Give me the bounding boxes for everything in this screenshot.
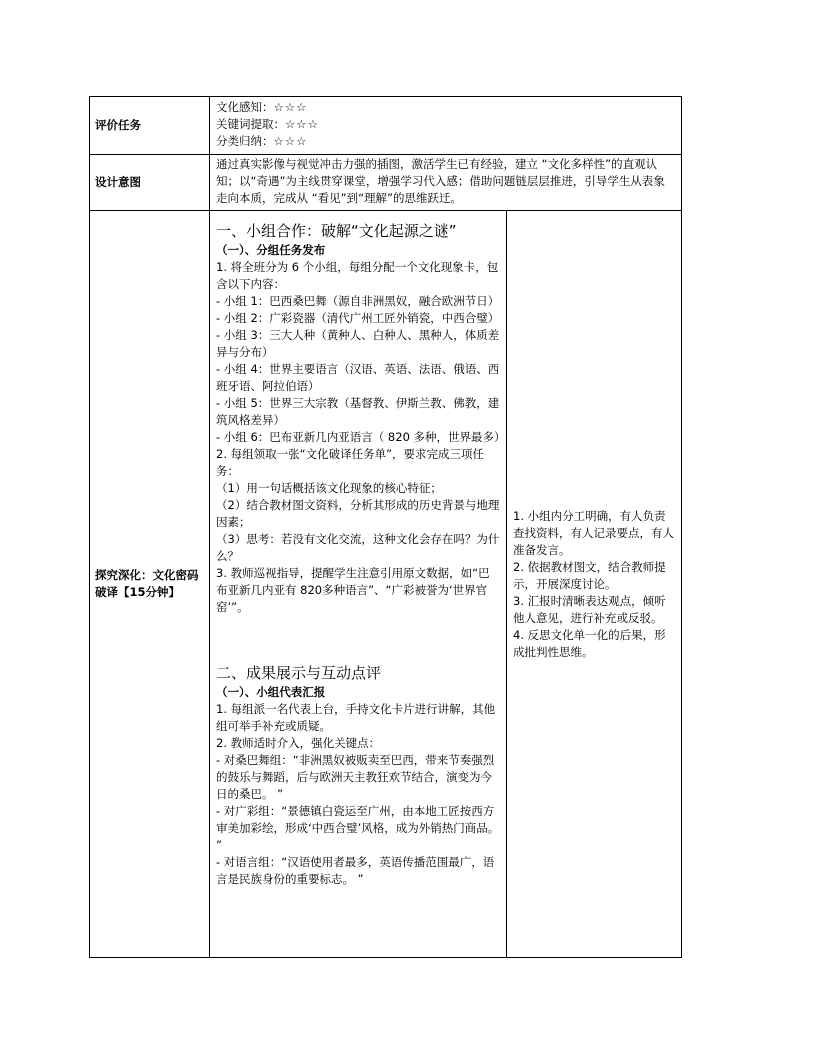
section-subtitle: （一）、小组代表汇报: [216, 685, 326, 699]
star-rating: ☆☆☆: [273, 100, 308, 114]
explore-label: 探究深化：文化密码破译【15分钟】: [90, 211, 210, 958]
paragraph: 2. 每组领取一张“文化破译任务单”，要求完成三项任务：: [216, 447, 485, 478]
eval-item-name: 分类归纳：: [216, 134, 274, 148]
student-activity: 1. 小组内分工明确，有人负责查找资料，有人记录要点，有人准备发言。: [513, 508, 674, 557]
paragraph: （1）用一句话概括该文化现象的核心特征；: [216, 481, 442, 495]
row-exploration: [90, 211, 682, 958]
eval-item-name: 文化感知：: [216, 100, 274, 114]
teacher-activities: [210, 211, 507, 958]
eval-item: [216, 116, 675, 133]
paragraph: 1. 每组派一名代表上台，手持文化卡片进行讲解，其他组可举手补充或质疑。: [216, 702, 496, 733]
paragraph: - 小组 3：三大人种（黄种人、白种人、黑种人，体质差异与分布）: [216, 328, 500, 359]
eval-item: [216, 99, 675, 116]
row-design-intent: [90, 155, 682, 211]
paragraph: - 小组 1：巴西桑巴舞（源自非洲黑奴，融合欧洲节日）: [216, 294, 500, 308]
eval-label: 评价任务: [90, 97, 210, 155]
paragraph: 1. 将全班分为 6 个小组，每组分配一个文化现象卡，包含以下内容：: [216, 260, 499, 291]
paragraph: （2）结合教材图文资料，分析其形成的历史背景与地理因素；: [216, 498, 500, 529]
eval-item-name: 关键词提取：: [216, 117, 285, 131]
paragraph: 2. 教师适时介入，强化关键点：: [216, 736, 381, 750]
section-title: 一、小组合作：破解“文化起源之谜”: [216, 222, 457, 240]
student-activity: 2. 依据教材图文，结合教师提示，开展深度讨论。: [513, 559, 666, 591]
intent-label: 设计意图: [90, 155, 210, 211]
paragraph: - 对语言组：“汉语使用者最多，英语传播范围最广，语言是民族身份的重要标志。 ”: [216, 855, 495, 886]
paragraph: - 小组 4：世界主要语言（汉语、英语、法语、俄语、西班牙语、阿拉伯语）: [216, 362, 500, 393]
paragraph: 3. 教师巡视指导，提醒学生注意引用原文数据，如“巴布亚新几内亚有 820多种语言”、“广彩被誉为‘世界官窑’”。: [216, 566, 490, 614]
section-subtitle: （一）、分组任务发布: [216, 243, 326, 257]
eval-item: [216, 133, 675, 150]
intent-text: 通过真实影像与视觉冲击力强的插图，激活学生已有经验，建立 “文化多样性”的直观认知；以“奇遇”为主线贯穿课堂，增强学习代入感；借助问题链层层推进，引导学生从表象走向本质，完成从 “看见”到“理解”的思维跃迁。: [210, 155, 682, 211]
star-rating: ☆☆☆: [285, 117, 319, 131]
section-title: 二、成果展示与互动点评: [216, 664, 382, 682]
paragraph: - 对桑巴舞组：“非洲黑奴被贩卖至巴西，带来节奏强烈的鼓乐与舞蹈，后与欧洲天主教狂欢节结合，演变为今日的桑巴。 ”: [216, 753, 495, 801]
paragraph: - 小组 5：世界三大宗教（基督教、伊斯兰教、佛教，建筑风格差异）: [216, 396, 500, 427]
star-rating: ☆☆☆: [273, 134, 308, 148]
student-activity: 3. 汇报时清晰表达观点，倾听他人意见，进行补充或反驳。: [513, 593, 666, 625]
paragraph: - 小组 2：广彩瓷器（清代广州工匠外销瓷，中西合璧）: [216, 311, 500, 325]
paragraph: - 对广彩组：“景德镇白瓷运至广州，由本地工匠按西方审美加彩绘，形成‘中西合璧’风格，成为外销热门商品。 ”: [216, 804, 500, 852]
student-activity: 4. 反思文化单一化的后果，形成批判性思维。: [513, 627, 666, 659]
lesson-plan-table: [89, 96, 682, 958]
paragraph: （3）思考：若没有文化交流，这种文化会存在吗？为什么？: [216, 532, 500, 563]
student-activities: [507, 211, 682, 958]
eval-content: [210, 97, 682, 155]
spacer: [216, 616, 500, 656]
row-evaluation: [90, 97, 682, 155]
paragraph: - 小组 6：巴布亚新几内亚语言（ 820 多种，世界最多）: [216, 430, 506, 444]
